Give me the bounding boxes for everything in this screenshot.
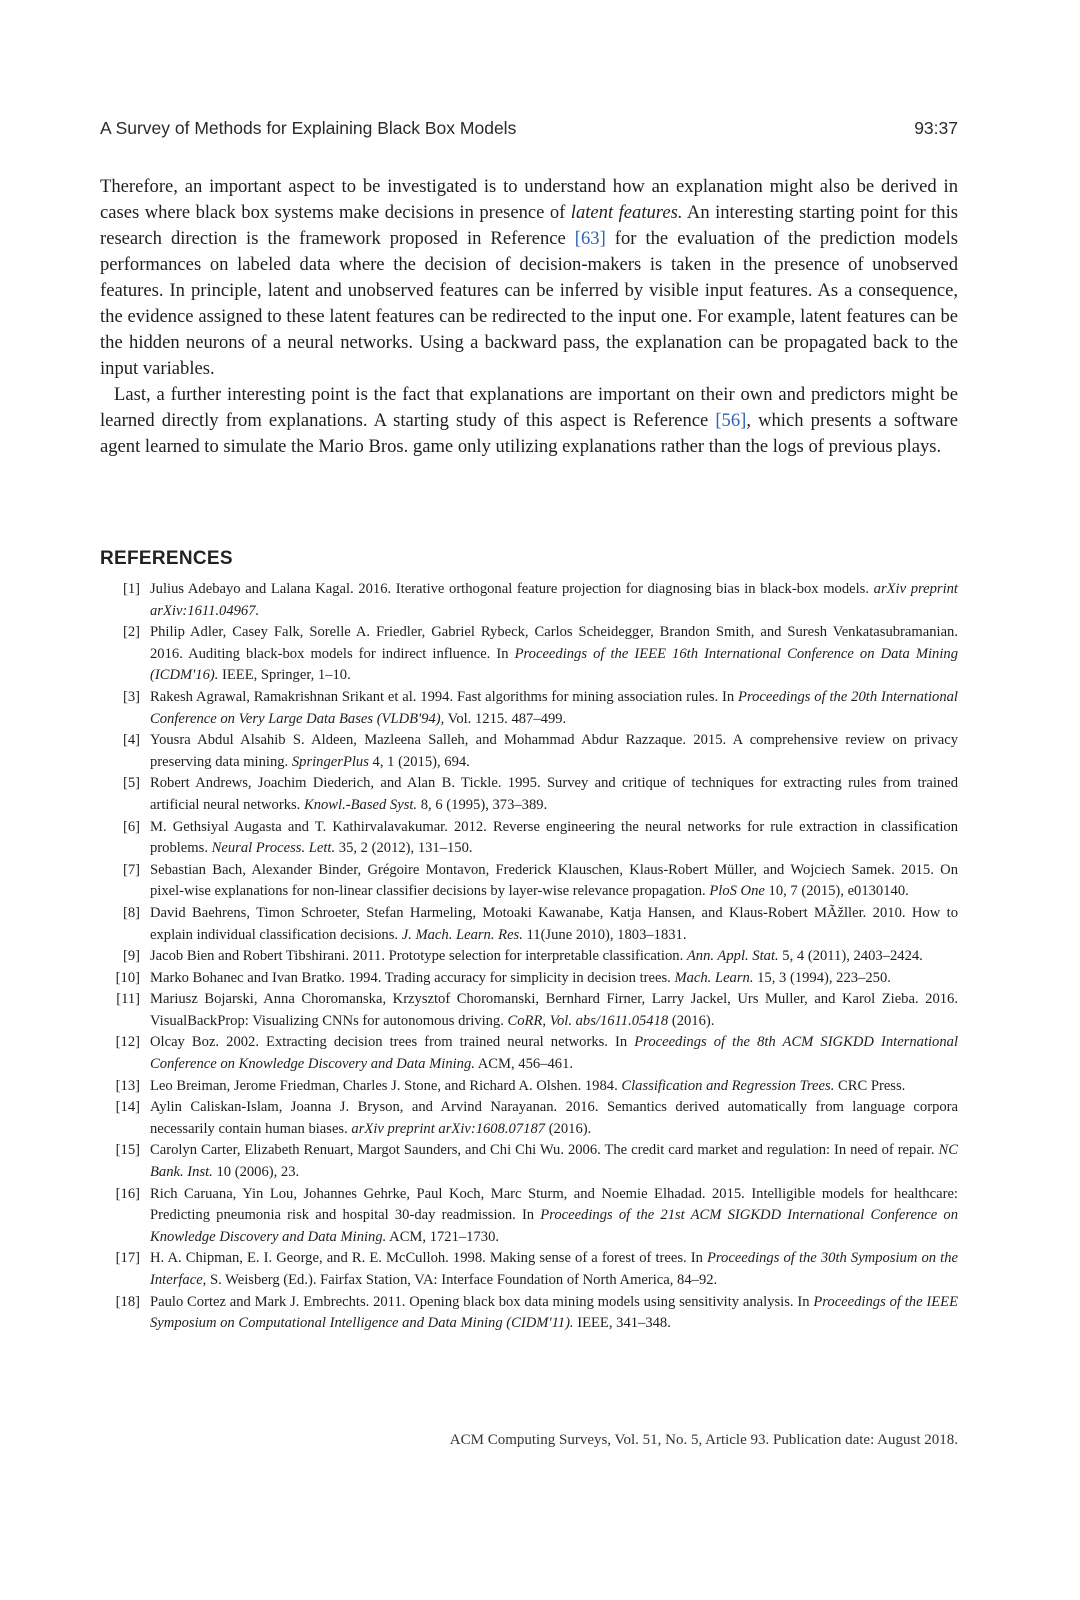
reference-item [100,817,958,860]
reference-authors-title: Marko Bohanec and Ivan Bratko. 1994. Trading accuracy for simplicity in decision trees. [150,969,675,986]
reference-venue: J. Mach. Learn. Res. [401,926,523,943]
text: , which presents a software agent learned to simulate the Mario Bros. game only utilizing explanations rather than the logs of previous plays. [100,410,958,457]
reference-authors-title: Olcay Boz. 2002. Extracting decision trees from trained neural networks. In [150,1034,635,1051]
reference-venue: Mach. Learn. [674,969,754,986]
text: for the evaluation of the prediction models performances on labeled data where the decision of decision-makers is taken in the presence of unobserved features. In principle, latent and unobserved features can be inferred by visible input features. As a consequence, the evidence assigned to these latent features can be redirected to the input one. For example, latent features can be the hidden neurons of a neural networks. Using a backward pass, the explanation can be propagated back to the input variables. [100,228,958,379]
reference-venue: Proceedings of the 21st ACM SIGKDD International Conference on Knowledge Discovery and Data Mining. [150,1207,958,1245]
reference-details: 15, 3 (1994), 223–250. [753,969,891,986]
reference-details: 35, 2 (2012), 131–150. [335,840,473,857]
reference-number: [3] [122,688,140,705]
reference-text [150,903,958,946]
body-text [100,174,958,460]
reference-authors-title: Rakesh Agrawal, Ramakrishnan Srikant et al. 1994. Fast algorithms for mining association rules. In [150,688,739,705]
reference-number: [2] [122,624,140,641]
reference-authors-title: Paulo Cortez and Mark J. Embrechts. 2011. Opening black box data mining models using sensitivity analysis. In [150,1293,814,1310]
reference-number: [1] [122,581,140,597]
reference-authors-title: Philip Adler, Casey Falk, Sorelle A. Friedler, Gabriel Rybeck, Carlos Scheidegger, Brandon Smith, and Suresh Venkatasubramanian. 2016. Auditing black-box models for indirect influence. In [150,624,958,662]
reference-text [150,946,958,968]
reference-text [150,730,958,773]
reference-details: 5, 4 (2011), 2403–2424. [778,948,923,965]
reference-text [150,1292,958,1335]
reference-item [100,1032,958,1075]
running-title: A Survey of Methods for Explaining Black Box Models [100,118,517,138]
citation-link[interactable]: [56] [715,410,747,431]
reference-venue: Ann. Appl. Stat. [686,948,779,965]
reference-details: (2016). [545,1120,592,1137]
reference-details: 8, 6 (1995), 373–389. [417,796,548,813]
reference-details: (2016). [668,1012,715,1029]
reference-text [150,687,958,730]
reference-venue: Proceedings of the 30th Symposium on the Interface, [150,1250,958,1288]
reference-item [100,579,958,622]
reference-authors-title: Julius Adebayo and Lalana Kagal. 2016. Iterative orthogonal feature projection for diagnosing bias in black-box models. [150,581,874,597]
page-number: 93:37 [914,118,958,138]
reference-venue: SpringerPlus [291,753,369,770]
reference-number: [10] [115,969,140,986]
reference-details: 10 (2006), 23. [212,1164,300,1181]
reference-authors-title: H. A. Chipman, E. I. George, and R. E. McCulloh. 1998. Making sense of a forest of trees. In [150,1250,707,1267]
text: Last, a further interesting point is the fact that explanations are important on their own and predictors might be learned directly from explanations. A starting study of this aspect is Reference [100,384,958,431]
text: An interesting starting point for this research direction is the framework proposed in Reference [100,202,958,249]
reference-text [150,860,958,903]
reference-item [100,903,958,946]
page-footer: ACM Computing Surveys, Vol. 51, No. 5, Article 93. Publication date: August 2018. [449,1432,958,1448]
reference-number: [4] [122,732,140,749]
reference-number: [16] [115,1185,140,1202]
reference-item [100,1097,958,1140]
reference-details: 10, 7 (2015), e0130140. [764,883,909,900]
reference-number: [6] [122,818,140,835]
reference-venue: Neural Process. Lett. [211,840,336,857]
reference-venue: CoRR, Vol. abs/1611.05418 [507,1012,669,1029]
reference-item [100,968,958,990]
reference-text [150,817,958,860]
reference-details: ACM, 1721–1730. [386,1228,500,1245]
reference-number: [9] [122,948,140,965]
paragraph [100,382,958,460]
reference-number: [8] [122,904,140,921]
reference-venue: PloS One [709,883,765,900]
reference-authors-title: Rich Caruana, Yin Lou, Johannes Gehrke, Paul Koch, Marc Sturm, and Noemie Elhadad. 2015. Intelligible models for healthcare: Predicting pneumonia risk and hospital 30-day readmission. In [150,1185,958,1224]
reference-text [150,579,958,622]
reference-text [150,622,958,687]
emphasis: latent features. [570,202,683,223]
reference-details: 11(June 2010), 1803–1831. [522,926,687,943]
reference-details: ACM, 456–461. [474,1056,574,1073]
reference-venue: arXiv preprint arXiv:1611.04967. [150,581,958,619]
reference-item [100,773,958,816]
reference-authors-title: Yousra Abdul Alsahib S. Aldeen, Mazleena Salleh, and Mohammad Abdur Razzaque. 2015. A comprehensive review on privacy preserving data mining. [150,732,958,770]
reference-number: [7] [122,861,140,878]
reference-text [150,968,958,990]
reference-item [100,687,958,730]
reference-number: [5] [122,775,140,792]
reference-item [100,1292,958,1335]
reference-venue: Proceedings of the 20th International Conference on Very Large Data Bases (VLDB'94), [150,688,958,727]
reference-venue: NC Bank. Inst. [150,1142,958,1181]
reference-venue: arXiv preprint arXiv:1608.07187 [351,1120,546,1137]
reference-authors-title: Robert Andrews, Joachim Diederich, and Alan B. Tickle. 1995. Survey and critique of techniques for extracting rules from trained artificial neural networks. [150,775,958,813]
reference-details: IEEE, Springer, 1–10. [218,667,351,684]
paragraph [100,174,958,382]
running-header [100,118,958,139]
reference-venue: Proceedings of the 8th ACM SIGKDD International Conference on Knowledge Discovery and Data Mining. [150,1034,958,1073]
reference-item [100,989,958,1032]
reference-authors-title: David Baehrens, Timon Schroeter, Stefan Harmeling, Motoaki Kawanabe, Katja Hansen, and Klaus-Robert MÃžller. 2010. How to explain individual classification decisions. [150,904,958,943]
reference-text [150,1032,958,1075]
reference-item [100,1184,958,1249]
reference-number: [11] [116,991,140,1008]
reference-venue: Proceedings of the IEEE 16th International Conference on Data Mining (ICDM'16). [150,645,958,684]
reference-details: Vol. 1215. 487–499. [444,710,567,727]
citation-link[interactable]: [63] [574,228,606,249]
reference-list [100,579,958,1335]
references-heading: REFERENCES [100,548,233,569]
reference-number: [18] [115,1293,140,1310]
reference-item [100,860,958,903]
reference-details: S. Weisberg (Ed.). Fairfax Station, VA: Interface Foundation of North America, 84–92. [206,1272,718,1288]
reference-number: [15] [115,1142,140,1159]
reference-details: IEEE, 341–348. [573,1315,671,1332]
reference-authors-title: Carolyn Carter, Elizabeth Renuart, Margot Saunders, and Chi Chi Wu. 2006. The credit card market and regulation: In need of repair. [150,1142,939,1159]
reference-number: [17] [115,1250,140,1267]
reference-item [100,1140,958,1183]
reference-item [100,1248,958,1291]
reference-item [100,946,958,968]
reference-authors-title: Jacob Bien and Robert Tibshirani. 2011. Prototype selection for interpretable classification. [150,948,687,965]
reference-item [100,1076,958,1098]
reference-item [100,622,958,687]
reference-venue: Classification and Regression Trees. [621,1077,835,1094]
reference-authors-title: M. Gethsiyal Augasta and T. Kathirvalavakumar. 2012. Reverse engineering the neural networks for rule extraction in classification problems. [150,818,958,857]
reference-authors-title: Sebastian Bach, Alexander Binder, Grégoire Montavon, Frederick Klauschen, Klaus-Robert Müller, and Wojciech Samek. 2015. On pixel-wise explanations for non-linear classifier decisions by layer-wise relevance propagation. [150,861,958,900]
reference-text [150,1184,958,1249]
reference-authors-title: Mariusz Bojarski, Anna Choromanska, Krzysztof Choromanski, Bernhard Firner, Larry Jackel, Urs Muller, and Karol Zieba. 2016. VisualBackProp: Visualizing CNNs for autonomous driving. [150,991,958,1029]
reference-item [100,730,958,773]
reference-text [150,773,958,816]
reference-number: [14] [115,1099,140,1116]
reference-text [150,1248,958,1291]
reference-text [150,1076,958,1098]
reference-authors-title: Leo Breiman, Jerome Friedman, Charles J. Stone, and Richard A. Olshen. 1984. [150,1077,622,1094]
reference-authors-title: Aylin Caliskan-Islam, Joanna J. Bryson, and Arvind Narayanan. 2016. Semantics derived automatically from language corpora necessarily contain human biases. [150,1099,958,1137]
reference-venue: Knowl.-Based Syst. [303,796,418,813]
reference-text [150,1140,958,1183]
reference-details: CRC Press. [834,1077,906,1094]
reference-text [150,1097,958,1140]
text: Therefore, an important aspect to be investigated is to understand how an explanation might also be derived in cases where black box systems make decisions in presence of [100,176,958,223]
reference-venue: Proceedings of the IEEE Symposium on Computational Intelligence and Data Mining (CIDM'11). [150,1293,958,1332]
reference-number: [13] [115,1077,140,1094]
reference-number: [12] [115,1034,140,1051]
reference-details: 4, 1 (2015), 694. [368,753,470,770]
reference-text [150,989,958,1032]
